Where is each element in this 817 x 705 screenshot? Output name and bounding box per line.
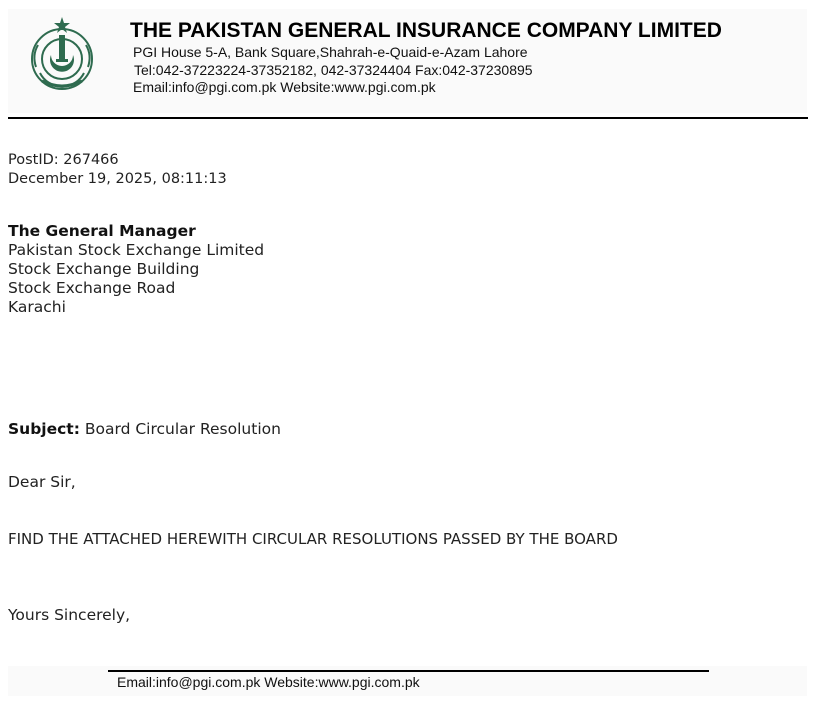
pgi-emblem-icon — [26, 15, 98, 95]
salutation: Dear Sir, — [8, 473, 76, 491]
post-id: PostID: 267466 — [8, 152, 119, 168]
company-email-website: Email:info@pgi.com.pk Website:www.pgi.com.pk — [133, 79, 436, 95]
recipient-line: Stock Exchange Road — [8, 279, 176, 297]
post-datetime: December 19, 2025, 08:11:13 — [8, 171, 227, 187]
company-name: THE PAKISTAN GENERAL INSURANCE COMPANY LIMITED — [130, 19, 722, 42]
closing: Yours Sincerely, — [8, 606, 131, 624]
subject-label: Subject: — [8, 420, 80, 438]
recipient-line: Stock Exchange Building — [8, 260, 200, 278]
recipient-block — [8, 222, 264, 317]
footer-email-website: Email:info@pgi.com.pk Website:www.pgi.com.pk — [117, 674, 420, 690]
recipient-line: Pakistan Stock Exchange Limited — [8, 241, 265, 259]
footer-divider — [108, 670, 709, 672]
subject-line — [8, 420, 281, 438]
company-address: PGI House 5-A, Bank Square,Shahrah-e-Quaid-e-Azam Lahore — [133, 44, 528, 60]
company-phone-fax: Tel:042-37223224-37352182, 042-37324404 Fax:042-37230895 — [134, 62, 533, 78]
recipient-name: The General Manager — [8, 222, 196, 240]
letterhead — [8, 9, 807, 113]
footer — [8, 666, 807, 696]
header-divider — [8, 117, 808, 119]
subject-text: Board Circular Resolution — [84, 420, 281, 438]
recipient-line: Karachi — [8, 298, 66, 316]
letter-body: FIND THE ATTACHED HEREWITH CIRCULAR RESOLUTIONS PASSED BY THE BOARD — [8, 530, 618, 548]
